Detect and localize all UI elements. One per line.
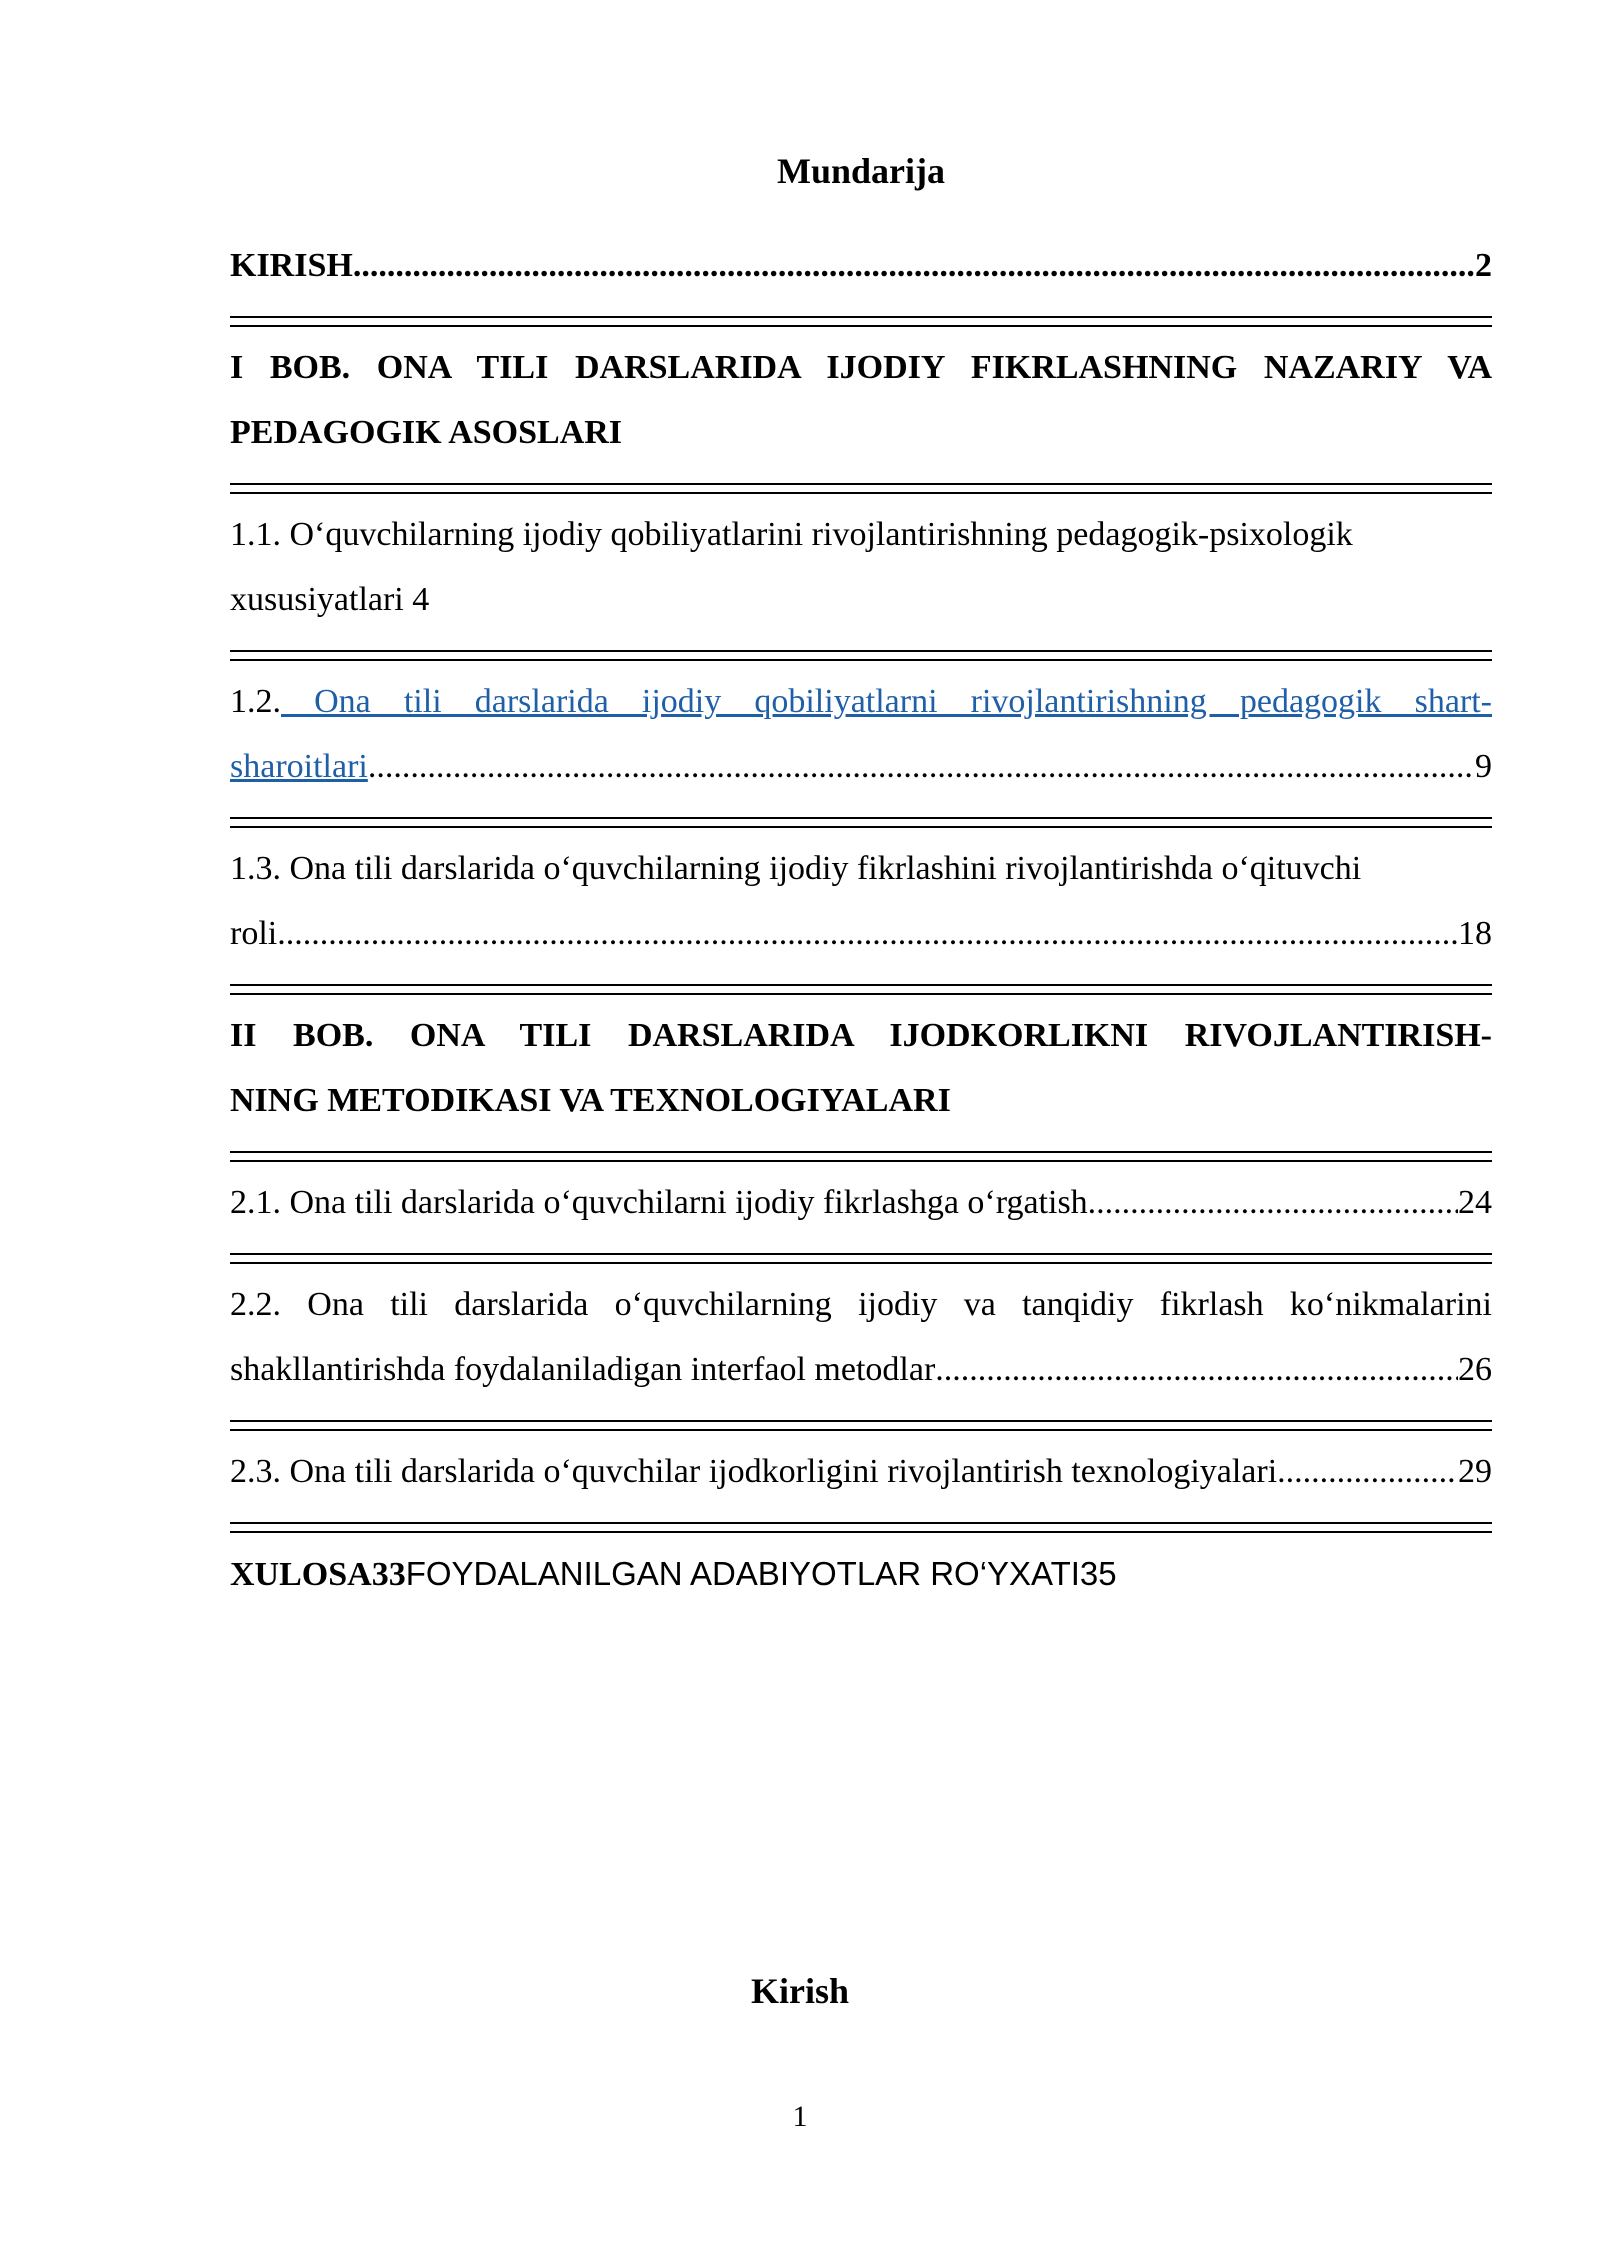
toc-entry-link[interactable]: sharoitlari — [230, 748, 368, 786]
double-rule-separator — [230, 483, 1492, 494]
toc-entry-label: KIRISH — [230, 247, 353, 285]
toc-entry-link[interactable]: Ona tili darslarida ijodiy qobiliyatlarni rivojlantirishning pedagogik shart- — [281, 683, 1492, 721]
double-rule-separator — [230, 316, 1492, 327]
dot-leader — [353, 233, 1475, 298]
toc-entry-line: 1.1. O‘quvchilarning ijodiy qobiliyatlarini rivojlantirishning pedagogik-psixologik — [230, 516, 1353, 554]
toc-entry-xulosa-label: XULOSA33 — [230, 1556, 406, 1594]
double-rule-separator — [230, 817, 1492, 828]
toc-entry-line — [230, 1337, 1492, 1402]
toc-page-number: 29 — [1458, 1453, 1492, 1491]
table-of-contents — [230, 150, 1492, 1607]
toc-page-number: 2 — [1475, 247, 1492, 285]
page-number: 1 — [792, 2100, 808, 2133]
toc-title: Mundarija — [776, 151, 945, 191]
double-rule-separator — [230, 1253, 1492, 1264]
toc-entry-line: 2.2. Ona tili darslarida o‘quvchilarning ijodiy va tanqidiy fikrlash ko‘nikmalarini — [230, 1286, 1492, 1324]
toc-entry-line — [230, 901, 1492, 966]
toc-entry-number: 1.2. — [230, 683, 281, 721]
double-rule-separator — [230, 1522, 1492, 1533]
double-rule-separator — [230, 984, 1492, 995]
toc-entry-line: xususiyatlari 4 — [230, 581, 430, 619]
toc-entry-xulosa[interactable] — [230, 1541, 1492, 1607]
dot-leader — [277, 901, 1458, 966]
toc-entry-line: NING METODIKASI VA TEXNOLOGIYALARI — [230, 1082, 951, 1120]
toc-entry-2-2[interactable] — [230, 1272, 1492, 1402]
toc-entry-label: roli — [230, 915, 278, 953]
toc-entry-1-2[interactable] — [230, 669, 1492, 799]
toc-entry-line: 1.3. Ona tili darslarida o‘quvchilarning ijodiy fikrlashini rivojlantirishda o‘qituvchi — [230, 850, 1362, 888]
toc-chapter-1[interactable]: I BOB. ONA TILI DARSLARIDA IJODIY FIKRLASHNING NAZARIY VA PEDAGOGIK ASOSLARI — [230, 349, 1492, 452]
double-rule-separator — [230, 1420, 1492, 1431]
toc-entry-references: FOYDALANILGAN ADABIYOTLAR RO‘YXATI35 — [405, 1555, 1117, 1593]
dot-leader — [935, 1337, 1458, 1402]
dot-leader — [1088, 1170, 1458, 1235]
toc-page-number: 9 — [1475, 748, 1492, 786]
double-rule-separator — [230, 650, 1492, 661]
toc-page-number: 24 — [1458, 1184, 1492, 1222]
toc-page-number: 18 — [1458, 915, 1492, 953]
toc-entry-line: II BOB. ONA TILI DARSLARIDA IJODKORLIKNI RIVOJLANTIRISH- — [230, 1017, 1492, 1055]
toc-entry-kirish[interactable] — [230, 233, 1492, 298]
toc-entry-2-1[interactable] — [230, 1170, 1492, 1235]
toc-entry-2-3[interactable] — [230, 1439, 1492, 1504]
section-heading: Kirish — [750, 1971, 849, 2011]
double-rule-separator — [230, 1151, 1492, 1162]
toc-page-number: 26 — [1458, 1351, 1492, 1389]
dot-leader — [1277, 1439, 1458, 1504]
toc-entry-line — [230, 669, 1492, 734]
toc-entry-1-1[interactable] — [230, 502, 1492, 632]
toc-entry-label: 2.1. Ona tili darslarida o‘quvchilarni ijodiy fikrlashga o‘rgatish — [230, 1184, 1088, 1222]
toc-entry-label: 2.3. Ona tili darslarida o‘quvchilar ijodkorligini rivojlantirish texnologiyalari — [230, 1453, 1278, 1491]
toc-entry-line — [230, 734, 1492, 799]
toc-chapter-2[interactable] — [230, 1003, 1492, 1133]
toc-entry-1-3[interactable] — [230, 836, 1492, 966]
dot-leader — [368, 734, 1475, 799]
toc-entry-label: shakllantirishda foydalaniladigan interfaol metodlar — [230, 1351, 936, 1389]
